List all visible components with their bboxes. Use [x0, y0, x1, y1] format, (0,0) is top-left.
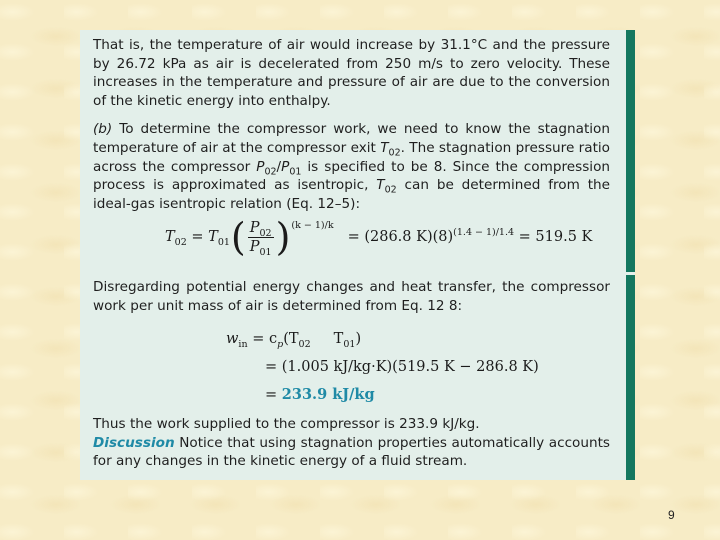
- page-number: 9: [668, 508, 675, 522]
- discussion-heading: Discussion: [93, 434, 175, 451]
- paragraph-compressor-work: (b) To determine the compressor work, we need to know the stagnation temperature of air at the compressor exit $T_{02}$. The stagnation pressure ratio across the compressor $P_{02}/P_{01}$ is specified to be 8. Since the compression process is approximated as isentropic, $T_{02}$ can be determined from the ideal-gas isentropic relation (Eq. 12–5):: [93, 121, 611, 212]
- part-label: (b): [93, 121, 113, 138]
- solution-panel-bottom: [80, 274, 626, 480]
- bar-separator: [626, 272, 635, 275]
- left-paren: (: [230, 215, 246, 260]
- equation-result: = 519.5 K: [518, 229, 593, 246]
- work-result: 233.9 kJ/kg: [281, 386, 375, 404]
- pressure-ratio-fraction: $\frac{P_{02}}{P_{01}}$: [249, 219, 272, 258]
- work-line-1: $w_{in} = c_p(T_{02}$ $T_{01}$): [226, 331, 362, 351]
- work-line-3: = 233.9 kJ/kg: [265, 386, 375, 404]
- paragraph-work-intro: Disregarding potential energy changes and heat transfer, the compressor work per unit mass of air is determined from Eq. 12 8:: [93, 279, 610, 314]
- paragraph-conclusion: Thus the work supplied to the compressor is 233.9 kJ/kg.: [93, 416, 480, 433]
- accent-bar-top: [626, 30, 635, 274]
- equation-substitution: = (286.8 $K)(8)^{(1.4 - 1)/1.4} = 519.5$ K: [347, 227, 593, 246]
- paragraph-discussion: Discussion Notice that using stagnation properties automatically accounts for any changes in the kinetic energy of a fluid stream.: [93, 434, 610, 470]
- work-line-2: = (1.005 kJ/kg·K)(519.5 K − 286.8 K): [265, 359, 539, 376]
- paragraph-temperature-increase: That is, the temperature of air would increase by 31.1°C and the pressure by 26.72 kPa as air is decelerated from 250 m/s to zero velocity. These increases in the temperature and pressure of air are due to the conversion of the kinetic energy into enthalpy.: [93, 37, 610, 109]
- accent-bar-bottom: [626, 274, 635, 480]
- equation-exponent: (k − 1)/k: [291, 220, 334, 232]
- solution-panel-top: [80, 30, 626, 274]
- isentropic-equation: $T_{02} = T_{01}$ ( $\frac{P_{02}}{P_{01}}$ ) (k − 1)/k = (286.8 $K)(8)^{(1.4 - 1)/1.4} = 519.5$ K: [165, 215, 593, 260]
- work-equation: [226, 325, 610, 409]
- right-paren: ): [275, 215, 291, 260]
